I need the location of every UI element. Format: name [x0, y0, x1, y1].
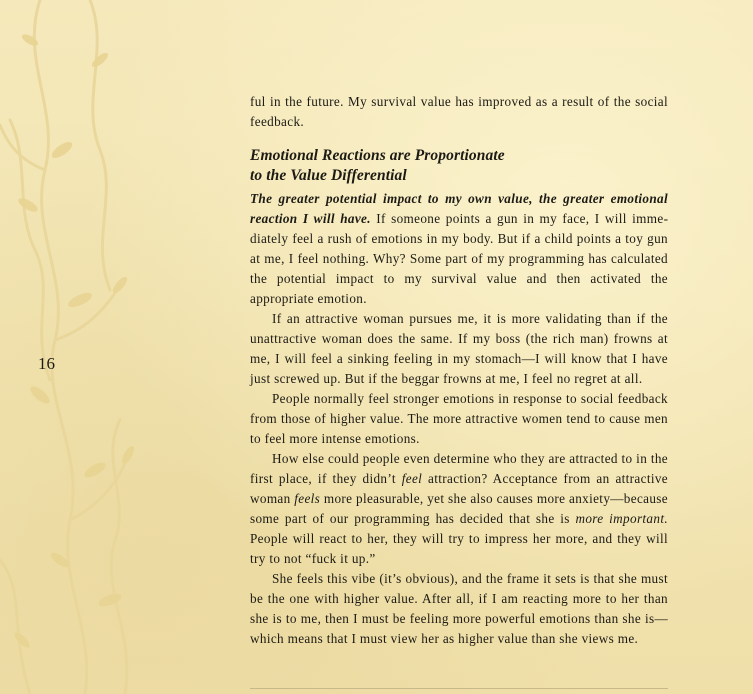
section-heading — [250, 146, 668, 186]
section-heading-line-1: Emotional Reactions are Proportionate — [250, 147, 505, 164]
paragraph-4-text-4: People will react to her, they will try to impress her more, and they will try to not “fuck it up.” — [250, 531, 668, 566]
paragraph-4 — [250, 449, 668, 569]
paragraph-4-text-2: attraction? Acceptance from an attractive woman — [250, 471, 668, 506]
paragraph-2: If an attractive woman pursues me, it is more validating than if the unattractive woman does the same. If my boss (the rich man) frowns at me, I will feel a sinking feeling in my stomach—I will know that I have just screwed up. But if the beggar frowns at me, I feel no regret at all. — [250, 311, 668, 386]
bottom-divider — [250, 688, 668, 689]
page-number: 16 — [38, 354, 55, 373]
paragraph-4-emphasis-2: feels — [294, 491, 321, 506]
intro-paragraph: ful in the future. My survival value has improved as a result of the social feedback. — [250, 94, 668, 129]
paragraph-5: She feels this vibe (it’s obvious), and the frame it sets is that she must be the one with higher value. After all, if I am reacting more to her than she is to me, then I must be feeling more powerful emotions than she is—which means that I must view her as higher value than she views me. — [250, 571, 668, 646]
paragraph-4-emphasis-3: more important. — [575, 511, 668, 526]
text-column — [250, 92, 668, 649]
paragraph-3: People normally feel stronger emotions in response to social feedback from those of higher value. The more attractive women tend to cause men to feel more intense emotions. — [250, 391, 668, 446]
vine-ornament — [0, 0, 180, 694]
paragraph-1-lead: The greater potential impact to my own value, the greater emotional reaction I will have. — [250, 191, 668, 226]
paragraph-1-body: If someone points a gun in my face, I will immediately feel a rush of emotions in my body. But if a child points a toy gun at me, I feel nothing. Why? Some part of my programming has calculated the potential impact to my survival value and then activated the appropriate emotion. — [250, 211, 668, 306]
paragraph-1 — [250, 189, 668, 309]
paragraph-4-text-1: How else could people even determine who they are attracted to in the first place, if they didn’t — [250, 451, 668, 486]
paragraph-4-emphasis-1: feel — [401, 471, 423, 486]
section-heading-line-2: to the Value Differential — [250, 167, 407, 184]
paragraph-4-text-3: more pleasurable, yet she also causes more anxiety—because some part of our programming has decided that she is — [250, 491, 668, 526]
